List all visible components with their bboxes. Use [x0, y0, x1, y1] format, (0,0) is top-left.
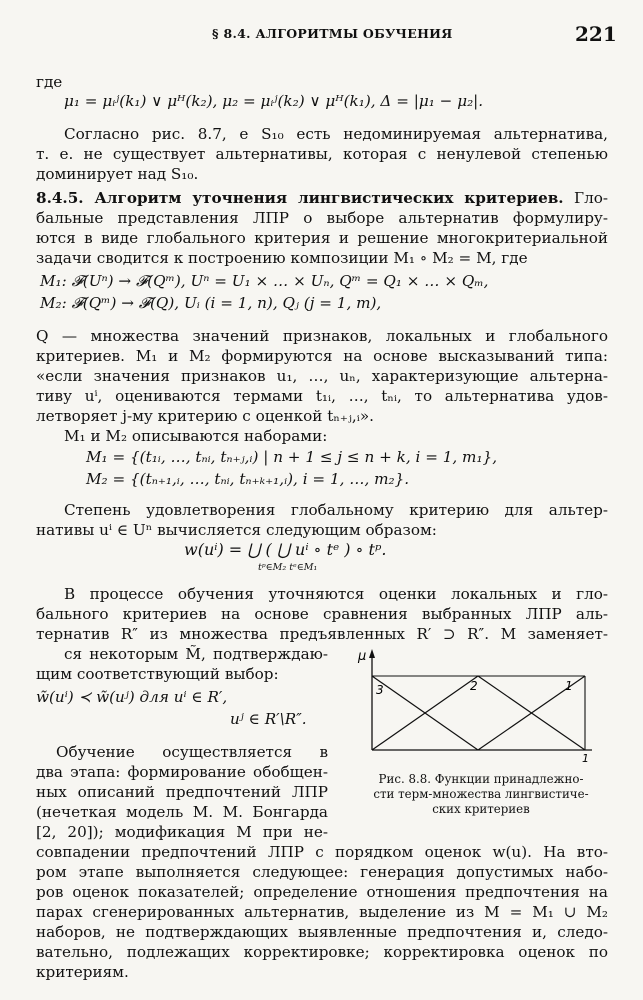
- curve-label-1: 1: [565, 679, 573, 693]
- section-heading-line: [36, 188, 608, 208]
- formula-w: w(uⁱ) = ⋃ ( ⋃ uⁱ ∘ tᵉ ) ∘ tᵖ.: [184, 540, 387, 559]
- running-title: § 8.4. АЛГОРИТМЫ ОБУЧЕНИЯ: [212, 26, 453, 41]
- x-end-label: 1: [582, 752, 589, 764]
- formula-m2-set: M₂ = {(tₙ₊₁,ᵢ, …, tₙᵢ, tₙ₊ₖ₊₁,ᵢ), i = 1, …, m₂}.: [86, 470, 410, 488]
- formula-mu: μ₁ = μᵢʲ(k₁) ∨ μᴴ(k₂), μ₂ = μᵢʲ(k₂) ∨ μᴴ(k₁), Δ = |μ₁ − μ₂|.: [64, 92, 484, 110]
- text-line: нативы uⁱ ∈ Uⁿ вычисляется следующим образом:: [36, 521, 437, 539]
- y-axis-label: μ: [358, 649, 367, 664]
- formula-w-subscripts: tᵖ∈M₂ tᵉ∈M₁: [258, 562, 318, 573]
- formula-m1: M₁: 𝓕(Uⁿ) → 𝓕(Qᵐ), Uⁿ = U₁ × … × Uₙ, Qᵐ = Q₁ × … × Qₘ,: [40, 272, 489, 290]
- text-line: ров оценок показателей; определение отношения предпочтения на: [36, 883, 608, 901]
- section-heading: 8.4.5. Алгоритм уточнения лингвистических критериев.: [36, 189, 564, 207]
- formula-order: w̃(uⁱ) ≺ w̃(uʲ) для uⁱ ∈ R′,: [36, 688, 228, 706]
- text-fragment: Гло-: [563, 189, 608, 207]
- text-line: критериев. M₁ и M₂ формируются на основе высказываний типа:: [36, 347, 608, 365]
- text-line: т. е. не существует альтернативы, которая с ненулевой степенью: [36, 145, 608, 163]
- text-line: летворяет j-му критерию с оценкой tₙ₊ⱼ,ᵢ».: [36, 407, 374, 425]
- text-line: ся некоторым M̃, подтверждаю-: [64, 645, 328, 663]
- text-line: парах сгенерированных альтернатив, выделение из M = M₁ ∪ M₂: [36, 903, 608, 921]
- figure-caption-line: сти терм-множества лингвистиче-: [373, 787, 589, 801]
- text-line: тиву uⁱ, оцениваются термами t₁ᵢ, …, tₙᵢ, то альтернатива удов-: [36, 387, 608, 405]
- text-line: [2, 20]); модификация M при не-: [36, 823, 328, 841]
- formula-m2: M₂: 𝓕(Qᵐ) → 𝓕(Q), Uᵢ (i = 1, n), Qⱼ (j = 1, m),: [40, 294, 382, 312]
- text-line: бального критериев на основе сравнения выбранных ЛПР аль-: [36, 605, 608, 623]
- text-line: вательно, подлежащих корректировке; корректировка оценок по: [36, 943, 608, 961]
- text-line: M₁ и M₂ описываются наборами:: [64, 427, 328, 445]
- text-line: бальные представления ЛПР о выборе альтернатив формулиру-: [36, 209, 608, 227]
- y-axis-arrow: [369, 649, 375, 658]
- page-number: 221: [575, 22, 617, 46]
- text-line: где: [36, 73, 63, 91]
- text-line: Степень удовлетворения глобальному критерию для альтер-: [64, 501, 608, 519]
- curve-2: [372, 676, 585, 750]
- text-line: ются в виде глобального критерия и решение многокритериальной: [36, 229, 608, 247]
- text-line: тернатив R″ из множества предъявленных R′ ⊃ R″. M заменяет-: [36, 625, 608, 643]
- text-line: наборов, не подтверждающих выявленные предпочтения и, следо-: [36, 923, 608, 941]
- formula-m1-set: M₁ = {(t₁ᵢ, …, tₙᵢ, tₙ₊ⱼ,ᵢ) | n + 1 ≤ j ≤ n + k, i = 1, m₁},: [86, 448, 498, 466]
- text-line: Обучение осуществляется в: [56, 743, 328, 761]
- text-line: щим соответствующий выбор:: [36, 665, 279, 683]
- figure-caption-line: ских критериев: [432, 802, 530, 816]
- formula-set-diff: uʲ ∈ R′\R″.: [230, 710, 307, 728]
- text-line: задачи сводится к построению композиции M₁ ∘ M₂ = M, где: [36, 249, 528, 267]
- text-line: доминирует над S₁₀.: [36, 165, 199, 183]
- text-line: ром этапе выполняется следующее: генерация допустимых набо-: [36, 863, 608, 881]
- text-line: (нечеткая модель М. М. Бонгарда: [36, 803, 328, 821]
- text-line: Согласно рис. 8.7, е S₁₀ есть недоминируемая альтернатива,: [64, 125, 608, 143]
- text-line: В процессе обучения уточняются оценки локальных и гло-: [64, 585, 608, 603]
- curve-label-3: 3: [376, 683, 384, 697]
- figure-caption-line: Рис. 8.8. Функции принадлежно-: [378, 772, 584, 786]
- text-line: два этапа: формирование обобщен-: [36, 763, 328, 781]
- membership-functions-figure: [352, 646, 612, 764]
- text-line: Q — множества значений признаков, локальных и глобального: [36, 327, 608, 345]
- text-line: критериям.: [36, 963, 129, 981]
- text-line: совпадении предпочтений ЛПР с порядком оценок w(u). На вто-: [36, 843, 608, 861]
- text-line: «если значения признаков u₁, …, uₙ, характеризующие альтерна-: [36, 367, 608, 385]
- curve-label-2: 2: [470, 679, 478, 693]
- text-line: ных описаний предпочтений ЛПР: [36, 783, 328, 801]
